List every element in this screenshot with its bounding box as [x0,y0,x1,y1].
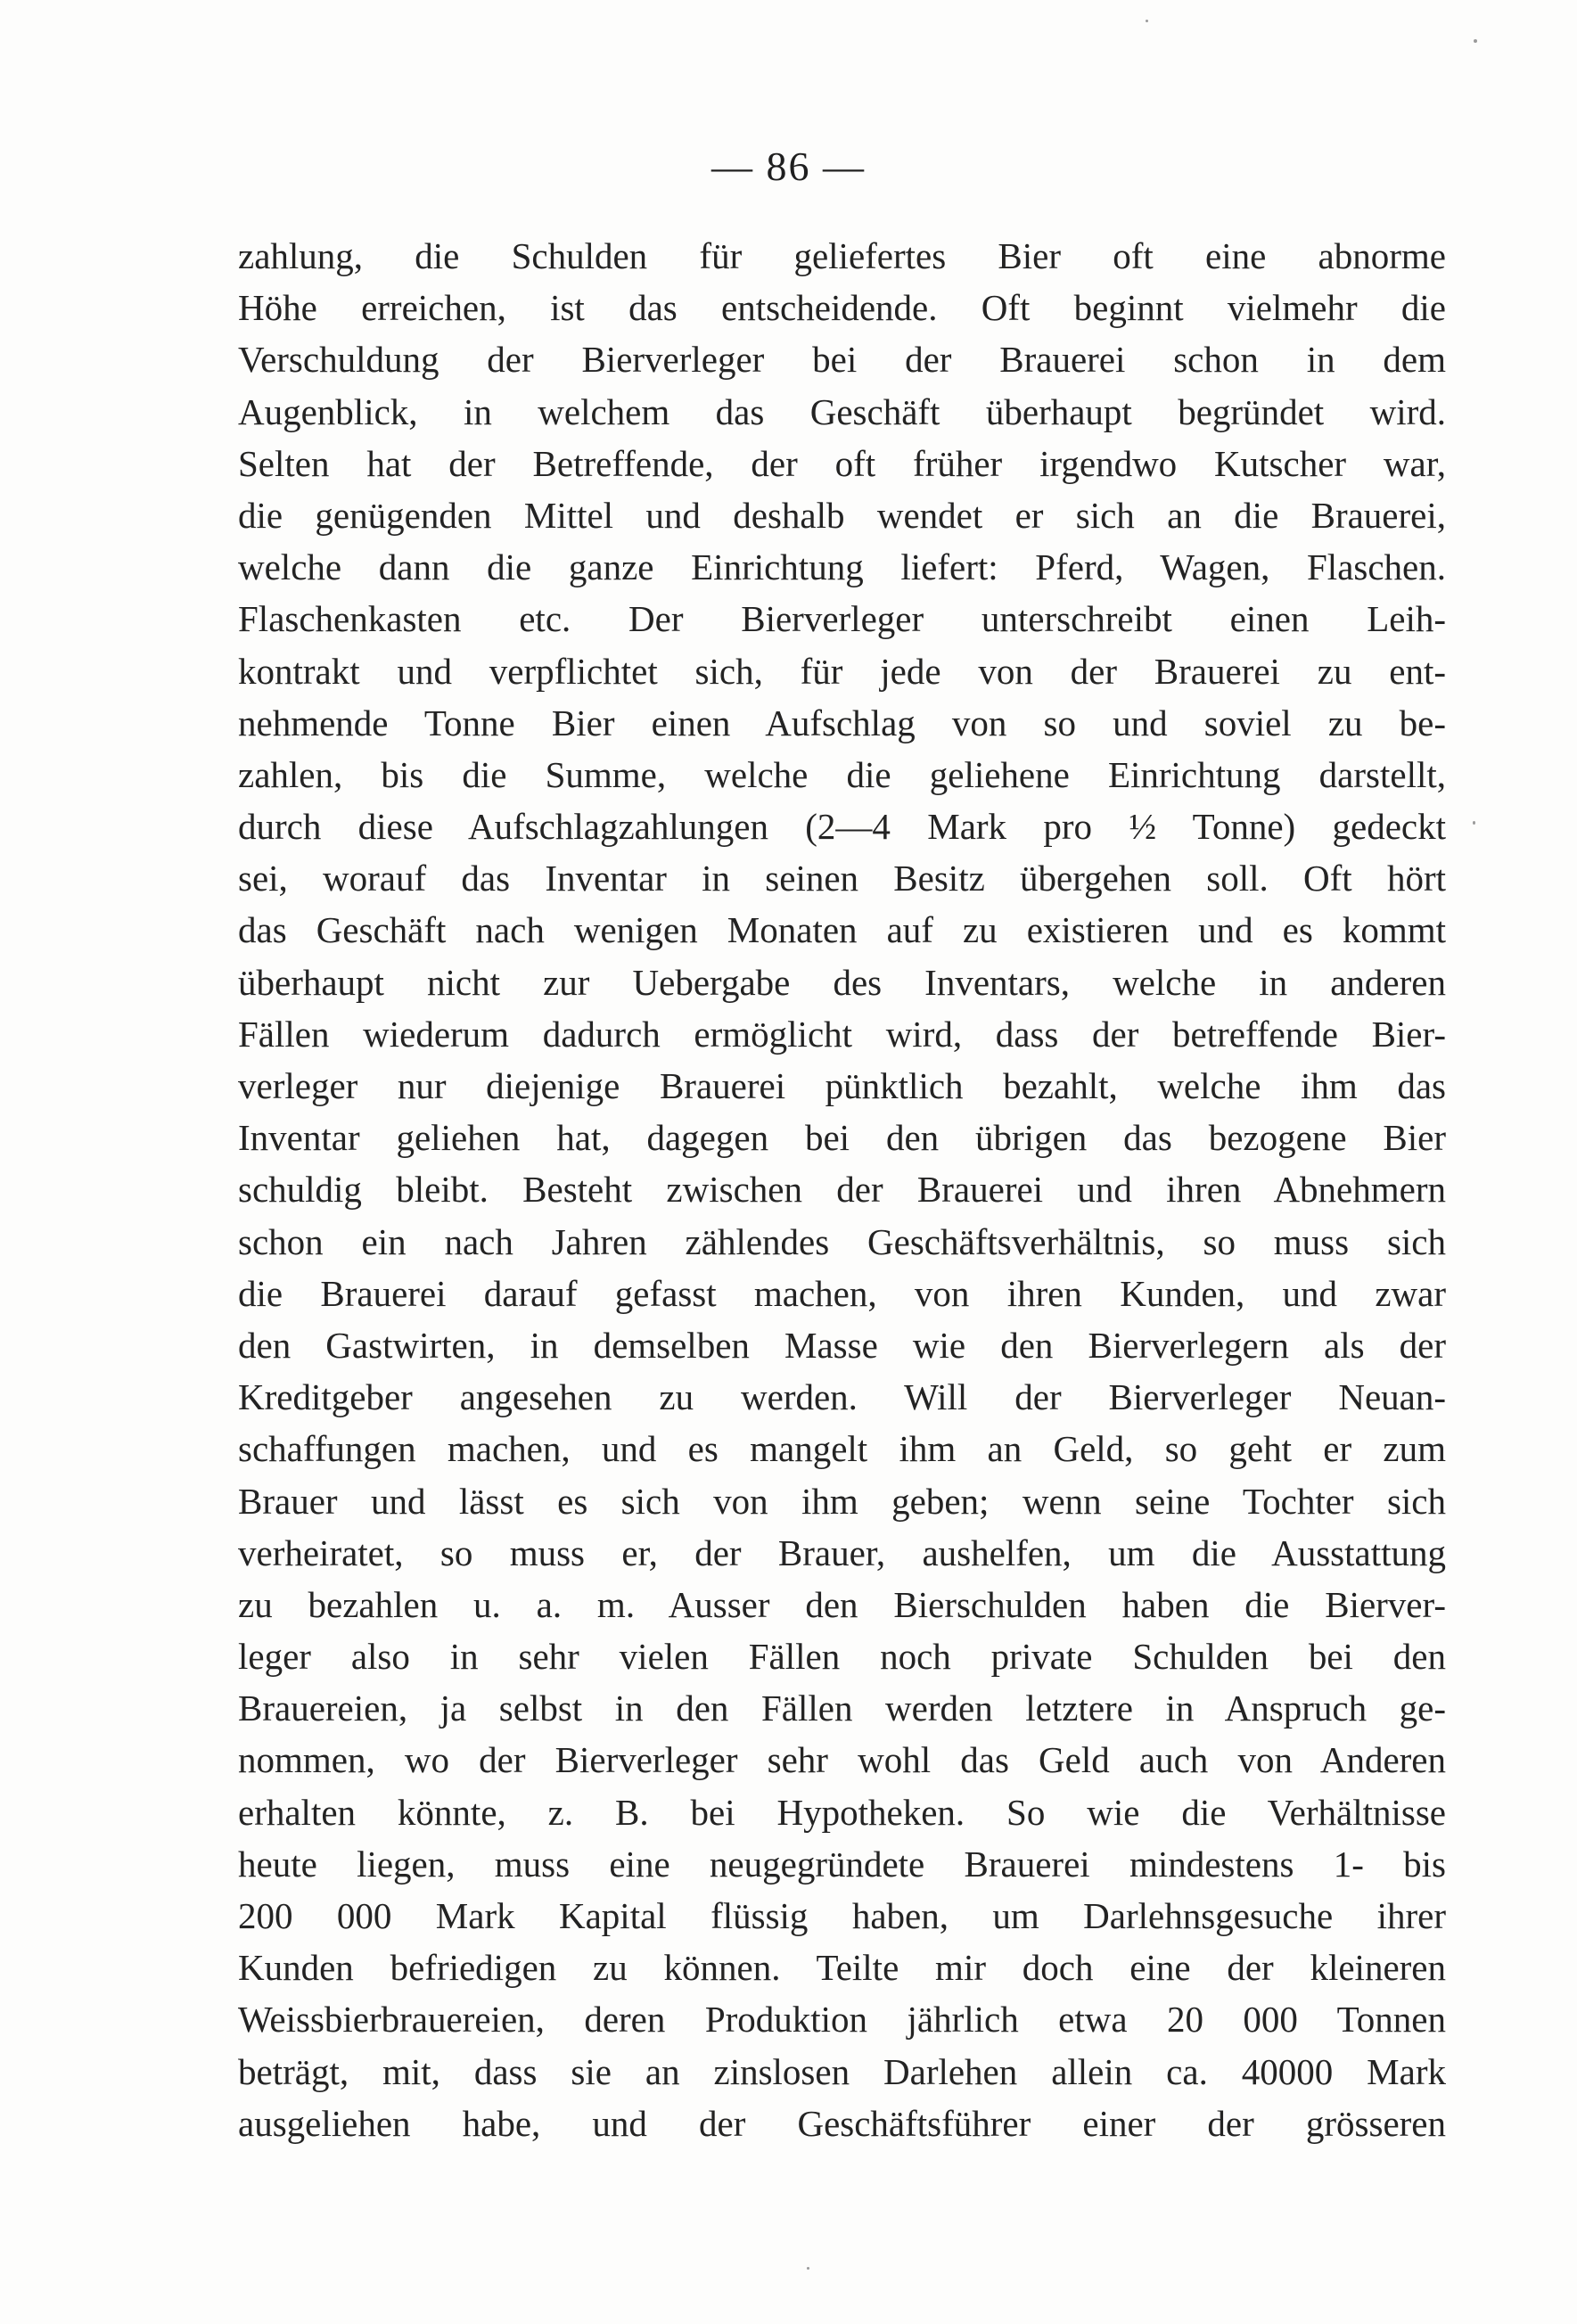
text-line: die Brauerei darauf gefasst machen, von ihren Kunden, und zwar [238,1272,1446,1314]
text-line: die genügenden Mittel und deshalb wendet er sich an die Brauerei, [238,494,1446,536]
text-line: durch diese Aufschlagzahlungen (2—4 Mark pro ½ Tonne) gedeckt [238,806,1446,848]
text-line: zu bezahlen u. a. m. Ausser den Bierschulden haben die Bierver- [238,1583,1446,1625]
text-line: überhaupt nicht zur Uebergabe des Inventars, welche in anderen [238,961,1446,1003]
text-line: den Gastwirten, in demselben Masse wie den Bierverlegern als der [238,1324,1446,1366]
scan-speck [1473,821,1475,825]
text-line: Augenblick, in welchem das Geschäft überhaupt begründet wird. [238,390,1446,432]
text-line: zahlen, bis die Summe, welche die geliehene Einrichtung darstellt, [238,753,1446,795]
text-line: schaffungen machen, und es mangelt ihm an Geld, so geht er zum [238,1428,1446,1470]
text-line: Verschuldung der Bierverleger bei der Brauerei schon in dem [238,339,1446,381]
body-text [238,230,1446,2149]
text-line: leger also in sehr vielen Fällen noch private Schulden bei den [238,1636,1446,1678]
text-line: nehmende Tonne Bier einen Aufschlag von so und soviel zu be- [238,702,1446,743]
text-line: Höhe erreichen, ist das entscheidende. Oft beginnt vielmehr die [238,287,1446,329]
text-line: nommen, wo der Bierverleger sehr wohl das Geld auch von Anderen [238,1739,1446,1781]
text-line: zahlung, die Schulden für geliefertes Bier oft eine abnorme [238,235,1446,276]
scan-speck [807,2267,809,2270]
scan-speck [1146,20,1148,22]
text-line: Kreditgeber angesehen zu werden. Will der Bierverleger Neuan- [238,1376,1446,1418]
text-line: Kunden befriedigen zu können. Teilte mir doch eine der kleineren [238,1947,1446,1989]
text-line: ausgeliehen habe, und der Geschäftsführer einer der grösseren [238,2102,1446,2144]
text-line: beträgt, mit, dass sie an zinslosen Darlehen allein ca. 40000 Mark [238,2050,1446,2092]
text-line: Flaschenkasten etc. Der Bierverleger unterschreibt einen Leih- [238,598,1446,640]
text-line: schuldig bleibt. Besteht zwischen der Brauerei und ihren Abnehmern [238,1169,1446,1211]
text-line: erhalten könnte, z. B. bei Hypotheken. So wie die Verhältnisse [238,1791,1446,1833]
page-number: — 86 — [711,144,866,189]
text-line: Inventar geliehen hat, dagegen bei den übrigen das bezogene Bier [238,1117,1446,1159]
text-line: Fällen wiederum dadurch ermöglicht wird, dass der betreffende Bier- [238,1013,1446,1055]
text-line: Selten hat der Betreffende, der oft früher irgendwo Kutscher war, [238,442,1446,484]
text-line: welche dann die ganze Einrichtung liefert: Pferd, Wagen, Flaschen. [238,546,1446,588]
text-line: Brauer und lässt es sich von ihm geben; wenn seine Tochter sich [238,1480,1446,1522]
text-line: das Geschäft nach wenigen Monaten auf zu existieren und es kommt [238,909,1446,951]
text-line: Brauereien, ja selbst in den Fällen werden letztere in Anspruch ge- [238,1688,1446,1729]
text-line: verleger nur diejenige Brauerei pünktlich bezahlt, welche ihm das [238,1065,1446,1106]
text-line: sei, worauf das Inventar in seinen Besitz übergehen soll. Oft hört [238,858,1446,899]
text-line: kontrakt und verpflichtet sich, für jede von der Brauerei zu ent- [238,650,1446,692]
scan-speck [1474,39,1477,43]
text-line: 200 000 Mark Kapital flüssig haben, um Darlehnsgesuche ihrer [238,1895,1446,1936]
text-line: schon ein nach Jahren zählendes Geschäftsverhältnis, so muss sich [238,1220,1446,1262]
text-line: Weissbierbrauereien, deren Produktion jährlich etwa 20 000 Tonnen [238,1999,1446,2041]
text-line: heute liegen, muss eine neugegründete Brauerei mindestens 1- bis [238,1843,1446,1885]
text-line: verheiratet, so muss er, der Brauer, aushelfen, um die Ausstattung [238,1532,1446,1573]
